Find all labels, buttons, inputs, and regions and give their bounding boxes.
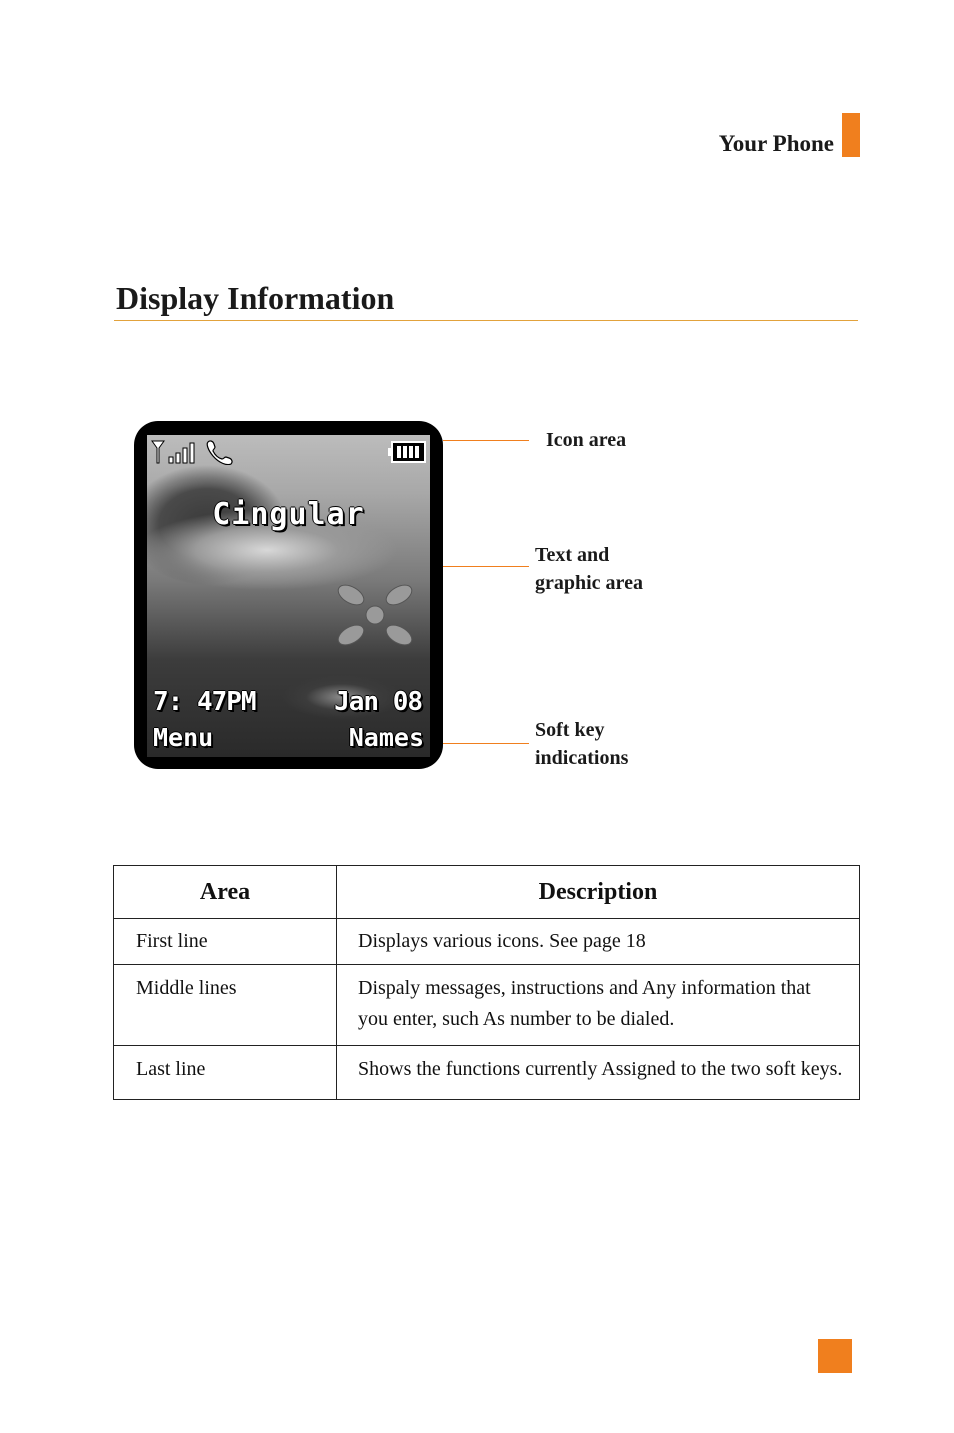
page-corner-marker: [818, 1339, 852, 1373]
header-description: Description: [337, 866, 860, 919]
display-areas-table: [113, 865, 860, 1100]
description-cell: Displays various icons. See page 18: [337, 919, 860, 965]
section-tab-marker: [842, 113, 860, 157]
date-display: Jan 08: [334, 687, 422, 717]
table-header-row: [114, 866, 860, 919]
area-cell: Last line: [114, 1046, 337, 1100]
area-cell: Middle lines: [114, 965, 337, 1046]
icon-area-label: [546, 426, 626, 454]
soft-key-line-2: indications: [535, 747, 629, 769]
icon-area-text: Icon area: [546, 429, 627, 451]
soft-key-label: [535, 716, 628, 772]
header-area: Area: [114, 866, 337, 919]
area-cell: First line: [114, 919, 337, 965]
text-graphic-leader-line: [443, 566, 529, 567]
call-icon: [205, 439, 235, 465]
clock-display: 7: 47PM: [153, 687, 256, 717]
battery-icon: [388, 441, 426, 463]
text-graphic-area-label: [535, 541, 643, 597]
table-row: [114, 919, 860, 965]
phone-display-illustration: [134, 421, 443, 769]
text-graphic-line-2: graphic area: [535, 572, 643, 594]
table-row: [114, 1046, 860, 1100]
description-cell: Dispaly messages, instructions and Any information that you enter, such As number to be dialed.: [337, 965, 860, 1046]
soft-key-line-1: Soft key: [535, 719, 605, 741]
carrier-name: Cingular: [212, 497, 365, 532]
soft-key-leader-line: [443, 743, 529, 744]
cingular-x-logo: [333, 583, 417, 647]
text-graphic-line-1: Text and: [535, 544, 610, 566]
page-title: Display Information: [116, 280, 395, 316]
phone-screen: [147, 435, 430, 757]
icon-area-leader-line: [443, 440, 529, 441]
title-divider: [114, 320, 858, 321]
right-soft-key-label: Names: [348, 723, 424, 752]
description-cell: Shows the functions currently Assigned to the two soft keys.: [337, 1046, 860, 1100]
left-soft-key-label: Menu: [153, 723, 214, 752]
signal-strength-icon: [151, 439, 201, 465]
section-title: Your Phone: [718, 131, 834, 156]
table-row: [114, 965, 860, 1046]
